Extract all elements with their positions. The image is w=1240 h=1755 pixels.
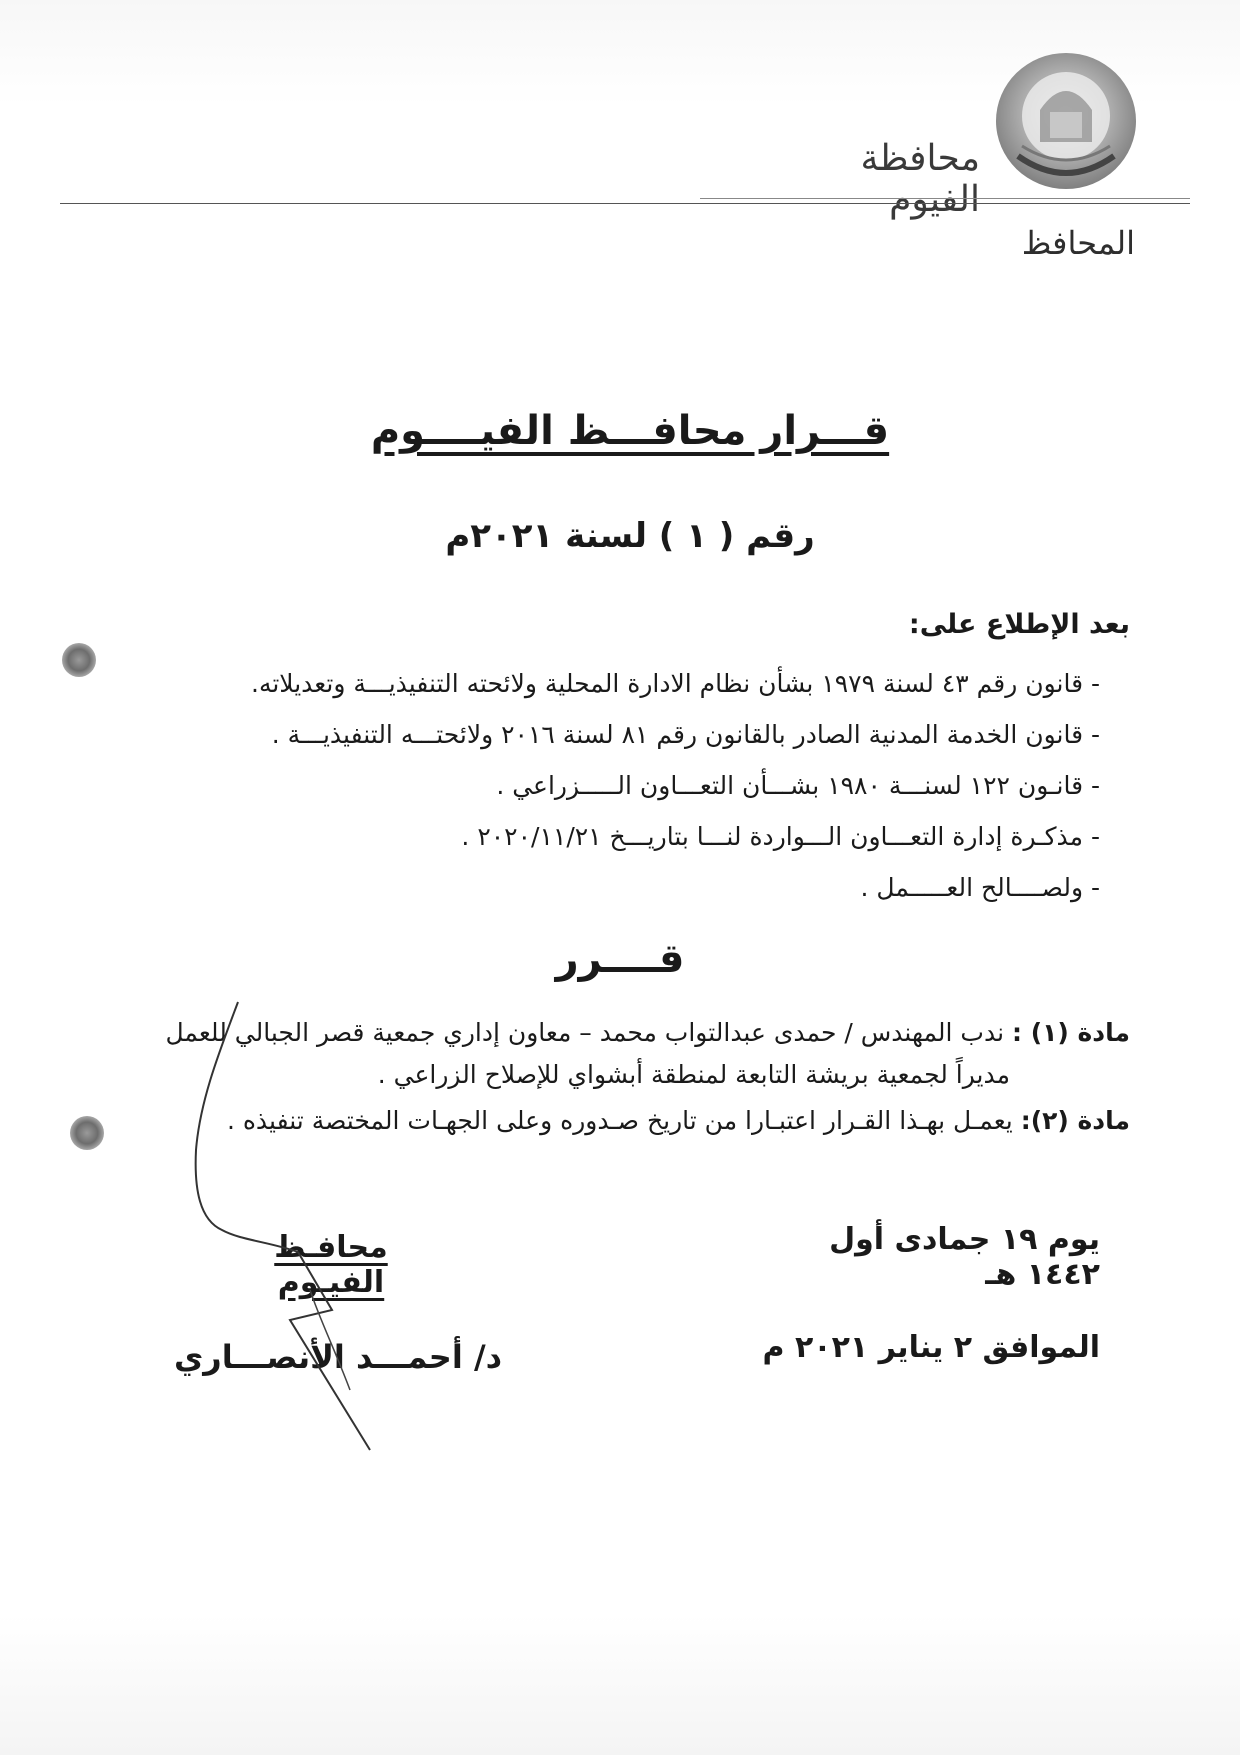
article-text: ندب المهندس / حمدى عبدالتواب محمد – معاون إداري جمعية قصر الجبالي للعمل	[165, 1018, 1005, 1047]
punch-hole-bottom	[70, 1116, 104, 1150]
article-text-continued: مديراً لجمعية بريشة التابعة لمنطقة أبشواي للإصلاح الزراعي .	[377, 1060, 1010, 1089]
hijri-date: يوم ١٩ جمادى أول ١٤٤٢ هـ	[829, 1222, 1100, 1292]
article-text: يعمـل بهـذا القـرار اعتبـارا من تاريخ صـدوره وعلى الجهـات المختصة تنفيذه .	[226, 1106, 1013, 1135]
article-number: مادة (٢):	[1020, 1106, 1130, 1135]
decided-heading: قــــرر	[555, 936, 685, 982]
reference-item: - ولصــــالح العـــــمل .	[860, 873, 1100, 902]
punch-hole-top	[62, 643, 96, 677]
reference-item: - مذكـرة إدارة التعـــاون الـــواردة لنـــا بتاريـــخ ٢٠٢٠/١١/٢١ .	[461, 822, 1100, 851]
handwritten-signature	[160, 990, 460, 1460]
reference-item: - قانون رقم ٤٣ لسنة ١٩٧٩ بشأن نظام الادارة المحلية ولائحته التنفيذيـــة وتعديلاته.	[251, 669, 1100, 698]
governorate-name: محافظة الفيوم	[860, 138, 980, 220]
reference-item: - قانون الخدمة المدنية الصادر بالقانون رقم ٨١ لسنة ٢٠١٦ ولائحتـــه التنفيذيـــة .	[271, 720, 1100, 749]
reference-list	[120, 658, 1100, 913]
header-divider	[60, 203, 1190, 204]
signatory-title: محافـظ الفيـوم	[274, 1230, 388, 1300]
preamble-intro: بعد الإطلاع على:	[908, 609, 1130, 640]
article-number: مادة (١) :	[1012, 1018, 1130, 1047]
decree-title: قـــرار محافـــظ الفيــــوم	[370, 408, 890, 454]
gregorian-date: الموافق ٢ يناير ٢٠٢١ م	[762, 1330, 1100, 1365]
office-label: المحافظ	[1021, 224, 1135, 262]
decree-number: رقم ( ١ ) لسنة ٢٠٢١م	[445, 516, 815, 556]
signatory-name: د/ أحمـــد الأنصـــاري	[173, 1338, 503, 1376]
header-divider-thin	[700, 198, 1190, 199]
governorate-seal-emblem	[992, 50, 1140, 192]
reference-item: - قانـون ١٢٢ لسنـــة ١٩٨٠ بشـــأن التعـــاون الـــــزراعي .	[496, 771, 1100, 800]
